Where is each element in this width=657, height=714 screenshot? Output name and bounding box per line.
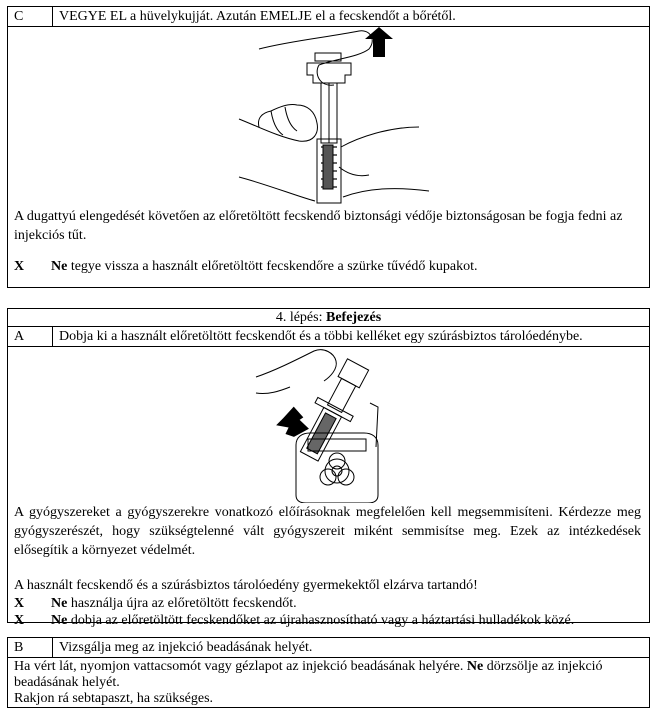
section-c-body: [8, 27, 649, 275]
warning-text: használja újra az előretöltött fecskendőt.: [67, 596, 297, 611]
warning-item: [14, 595, 643, 612]
warning-x-mark: X: [14, 259, 25, 274]
section-b-line1-bold: Ne: [466, 659, 484, 674]
section-b-line2: Rakjon rá sebtapaszt, ha szükséges.: [14, 691, 214, 706]
section-a-letter: A: [8, 327, 53, 346]
section-a-paragraph-1: A gyógyszereket a gyógyszerekre vonatkozó előírásoknak megfelelően kell megsemmisíteni. Kérdezze meg gyógyszerészét, hogy szükségtelenné vált gyógyszereit miként semmisítse meg. Ezek az intézkedések elősegítik a környezet védelmét.: [14, 505, 641, 558]
warning-bold-word: Ne: [51, 613, 68, 628]
syringe-lift-illustration: [219, 27, 439, 205]
warning-bold-word: Ne: [51, 259, 68, 274]
section-c-header: [8, 7, 649, 27]
section-a-paragraph-2: A használt fecskendő és a szúrásbiztos tárolóedény gyermekektől elzárva tartandó!: [14, 578, 478, 593]
section-a-body: [8, 347, 649, 629]
section-b-line1-pre: Ha vért lát, nyomjon vattacsomót vagy gézlapot az injekció beadásának helyére.: [14, 659, 467, 674]
section-b-letter: B: [8, 638, 53, 657]
warning-item: [14, 612, 643, 629]
step4-heading-prefix: 4. lépés:: [275, 310, 326, 325]
section-c-paragraph: A dugattyú elengedését követően az előretöltött fecskendő biztonsági védője biztonságosan be fogja fedni az injekciós tűt.: [14, 209, 623, 243]
step4-table: [7, 308, 650, 628]
warning-text: tegye vissza a használt előretöltött fecskendőre a szürke tűvédő kupakot.: [67, 259, 478, 274]
step4-heading: [8, 309, 649, 327]
biohazard-container-icon: [254, 347, 404, 503]
warning-item: [14, 258, 643, 275]
syringe-lift-icon: [219, 27, 439, 205]
section-b-table: [7, 637, 650, 708]
section-c-letter: C: [8, 7, 53, 26]
section-c-table: [7, 6, 650, 288]
warning-x-mark: X: [14, 613, 25, 628]
section-b-title: Vizsgálja meg az injekció beadásának helyét.: [59, 640, 313, 655]
warning-x-mark: X: [14, 596, 25, 611]
sharps-disposal-illustration: [254, 347, 404, 503]
section-b-line1-post: dörzsölje az injekció beadásának helyét.: [14, 659, 603, 690]
section-b-paragraph: [14, 658, 643, 691]
warning-bold-word: Ne: [51, 596, 68, 611]
section-c-title: VEGYE EL a hüvelykujját. Azután EMELJE el a fecskendőt a bőrétől.: [59, 9, 456, 24]
warning-text: dobja az előretöltött fecskendőket az újrahasznosítható vagy a háztartási hulladékok közé.: [67, 613, 575, 628]
section-a-title: Dobja ki a használt előretöltött fecskendőt és a többi kelléket egy szúrásbiztos tárolóedénybe.: [59, 329, 583, 344]
step4-heading-bold: Befejezés: [325, 310, 382, 325]
section-b-header: [8, 638, 649, 658]
section-b-body: [8, 658, 649, 707]
section-a-header: [8, 327, 649, 347]
